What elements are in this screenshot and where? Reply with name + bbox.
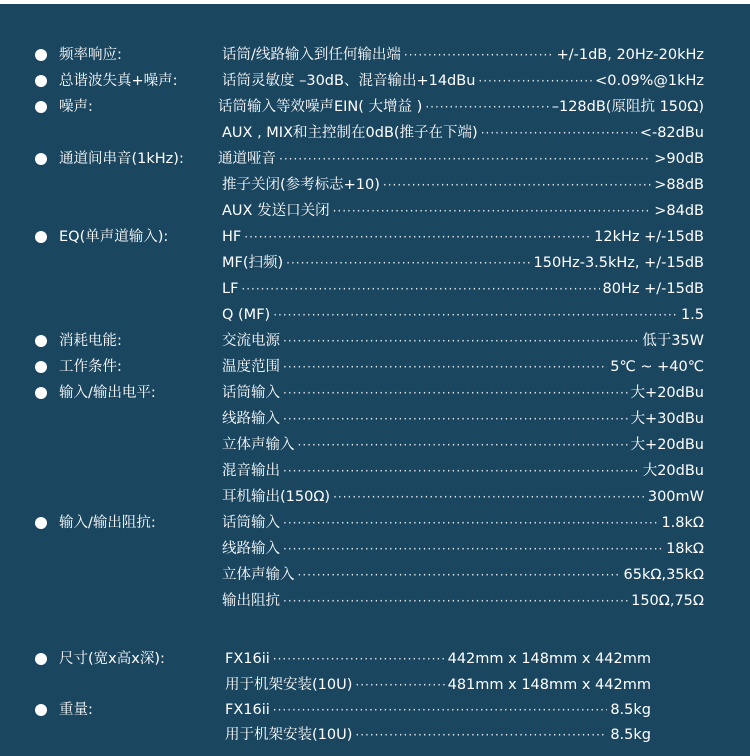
spec-value: 低于35W (642, 333, 704, 349)
spec-noise-aux (0, 120, 750, 146)
spec-item: 输出阻抗 (222, 593, 280, 609)
spec-value: 8.5kg (610, 702, 651, 718)
spec-value: >84dB (654, 203, 704, 219)
bullet-icon (35, 387, 47, 399)
spec-item: 混音输出 (222, 463, 280, 479)
spec-value: +/-1dB, 20Hz-20kHz (556, 47, 704, 63)
spec-eq-q (0, 302, 750, 328)
bullet-icon (35, 361, 47, 373)
leader-dots (283, 510, 658, 536)
top-divider (0, 0, 750, 4)
leader-dots (298, 432, 628, 458)
spec-value: 大+20dBu (630, 437, 704, 453)
spec-item: 用于机架安装(10U) (225, 727, 353, 743)
spec-value: >88dB (654, 177, 704, 193)
spec-value: 80Hz +/-15dB (602, 281, 704, 297)
spec-weight (0, 697, 750, 723)
spec-row (222, 42, 704, 68)
spec-label: 噪声: (59, 99, 93, 115)
spec-label: 输入/输出阻抗: (59, 515, 156, 531)
spec-value: 5℃ ~ +40℃ (610, 359, 704, 375)
spec-value: 大20dBu (642, 463, 704, 479)
spec-value: >90dB (654, 151, 704, 167)
spec-item: 推子关闭(参考标志+10) (222, 177, 380, 193)
spec-io-level-phones (0, 484, 750, 510)
leader-dots (283, 328, 639, 354)
spec-value: 442mm x 148mm x 442mm (447, 651, 651, 667)
leader-dots (283, 588, 628, 614)
spec-frequency-response (0, 42, 750, 68)
spec-io-level-mix (0, 458, 750, 484)
spec-value: 18kΩ (666, 541, 704, 557)
spec-row (222, 510, 704, 536)
spec-item: 耳机输出(150Ω) (222, 489, 331, 505)
leader-dots (241, 276, 599, 302)
spec-label: 工作条件: (59, 359, 122, 375)
spec-impedance (0, 510, 750, 536)
bullet-icon (35, 153, 47, 165)
spec-row (222, 172, 704, 198)
spec-row (218, 146, 704, 172)
spec-row (222, 432, 704, 458)
leader-dots (355, 672, 444, 698)
spec-item: 话筒灵敏度 –30dB、混音输出+14dBu (222, 73, 476, 89)
spec-row (222, 588, 704, 614)
spec-row (222, 484, 704, 510)
leader-dots (244, 224, 591, 250)
spec-row (222, 380, 704, 406)
spec-item: 话筒输入等效噪声EIN( 大增益 ) (218, 99, 423, 115)
leader-dots (333, 198, 652, 224)
spec-item: FX16ii (225, 651, 270, 667)
spec-row (222, 406, 704, 432)
spec-thd-noise (0, 68, 750, 94)
bullet-icon (35, 231, 47, 243)
leader-dots (283, 380, 628, 406)
leader-dots (481, 120, 637, 146)
spec-item: 通道哑音 (218, 151, 276, 167)
leader-dots (355, 722, 607, 748)
spec-row (222, 250, 704, 276)
spec-label: 输入/输出电平: (59, 385, 156, 401)
bullet-icon (35, 335, 47, 347)
spec-item: AUX , MIX和主控制在0dB(推子在下端) (222, 125, 478, 141)
spec-eq-lf (0, 276, 750, 302)
spec-row (222, 536, 704, 562)
leader-dots (283, 536, 663, 562)
spec-crosstalk-fader (0, 172, 750, 198)
bullet-icon (35, 101, 47, 113)
spec-row (225, 672, 651, 698)
spec-dimensions (0, 646, 750, 672)
spec-label: 重量: (59, 702, 93, 718)
bullet-icon (35, 653, 47, 665)
bullet-icon (35, 49, 47, 61)
spec-impedance-stereo (0, 562, 750, 588)
leader-dots (283, 354, 607, 380)
spec-impedance-output (0, 588, 750, 614)
spec-item: LF (222, 281, 239, 297)
spec-row (222, 198, 704, 224)
spec-item: 话筒输入 (222, 385, 280, 401)
spec-item: 话筒输入 (222, 515, 280, 531)
spec-weight-rack (0, 722, 750, 748)
spec-eq (0, 224, 750, 250)
spec-row (222, 458, 704, 484)
spec-row (225, 646, 651, 672)
spec-row (222, 68, 704, 94)
spec-row (222, 120, 704, 146)
bullet-icon (35, 517, 47, 529)
spec-value: 1.8kΩ (661, 515, 704, 531)
spec-value: <-82dBu (639, 125, 704, 141)
spec-label: EQ(单声道输入): (59, 229, 169, 245)
spec-value: 150Ω,75Ω (631, 593, 704, 609)
spec-label: 消耗电能: (59, 333, 122, 349)
spec-item: Q (MF) (222, 307, 271, 323)
leader-dots (283, 458, 640, 484)
spec-item: 用于机架安装(10U) (225, 677, 353, 693)
spec-value: –128dB(原阻抗 150Ω) (551, 99, 704, 115)
bullet-icon (35, 75, 47, 87)
spec-row (225, 722, 651, 748)
spec-label: 通道间串音(1kHz): (59, 151, 184, 167)
spec-value: 300mW (647, 489, 704, 505)
spec-label: 总谐波失真+噪声: (59, 73, 178, 89)
leader-dots (333, 484, 645, 510)
spec-value: 大+30dBu (630, 411, 704, 427)
spec-value: 1.5 (680, 307, 704, 323)
leader-dots (283, 406, 628, 432)
leader-dots (286, 250, 530, 276)
spec-row (218, 94, 704, 120)
spec-eq-mf (0, 250, 750, 276)
spec-row (222, 276, 704, 302)
spec-power (0, 328, 750, 354)
spec-io-level (0, 380, 750, 406)
spec-io-level-stereo (0, 432, 750, 458)
spec-label: 频率响应: (59, 47, 122, 63)
spec-item: 线路输入 (222, 541, 280, 557)
leader-dots (279, 146, 651, 172)
spec-row (222, 224, 704, 250)
spec-value: <0.09%@1kHz (595, 73, 704, 89)
spec-value: 65kΩ,35kΩ (623, 567, 704, 583)
spec-value: 12kHz +/-15dB (594, 229, 704, 245)
leader-dots (478, 68, 592, 94)
spec-crosstalk-aux (0, 198, 750, 224)
spec-row (222, 354, 704, 380)
spec-item: 立体声输入 (222, 437, 295, 453)
leader-dots (273, 697, 608, 723)
spec-item: AUX 发送口关闭 (222, 203, 330, 219)
bullet-icon (35, 704, 47, 716)
spec-value: 150Hz-3.5kHz, +/-15dB (533, 255, 704, 271)
spec-operating (0, 354, 750, 380)
spec-crosstalk (0, 146, 750, 172)
leader-dots (404, 42, 554, 68)
spec-row (222, 328, 704, 354)
spec-item: 线路输入 (222, 411, 280, 427)
spec-item: HF (222, 229, 242, 245)
spec-item: 立体声输入 (222, 567, 295, 583)
spec-value: 8.5kg (610, 727, 651, 743)
spec-item: 温度范围 (222, 359, 280, 375)
spec-value: 481mm x 148mm x 442mm (447, 677, 651, 693)
spec-dimensions-rack (0, 672, 750, 698)
leader-dots (383, 172, 651, 198)
spec-item: MF(扫频) (222, 255, 284, 271)
spec-item: 交流电源 (222, 333, 280, 349)
spec-row (222, 562, 704, 588)
leader-dots (273, 646, 445, 672)
leader-dots (273, 302, 678, 328)
leader-dots (298, 562, 621, 588)
spec-row (222, 302, 704, 328)
spec-value: 大+20dBu (630, 385, 704, 401)
spec-item: 话筒/线路输入到任何输出端 (222, 47, 401, 63)
spec-row (225, 697, 651, 723)
spec-impedance-line (0, 536, 750, 562)
spec-item: FX16ii (225, 702, 270, 718)
spec-noise (0, 94, 750, 120)
spec-label: 尺寸(宽x高x深): (59, 651, 165, 667)
spec-io-level-line (0, 406, 750, 432)
leader-dots (425, 94, 548, 120)
